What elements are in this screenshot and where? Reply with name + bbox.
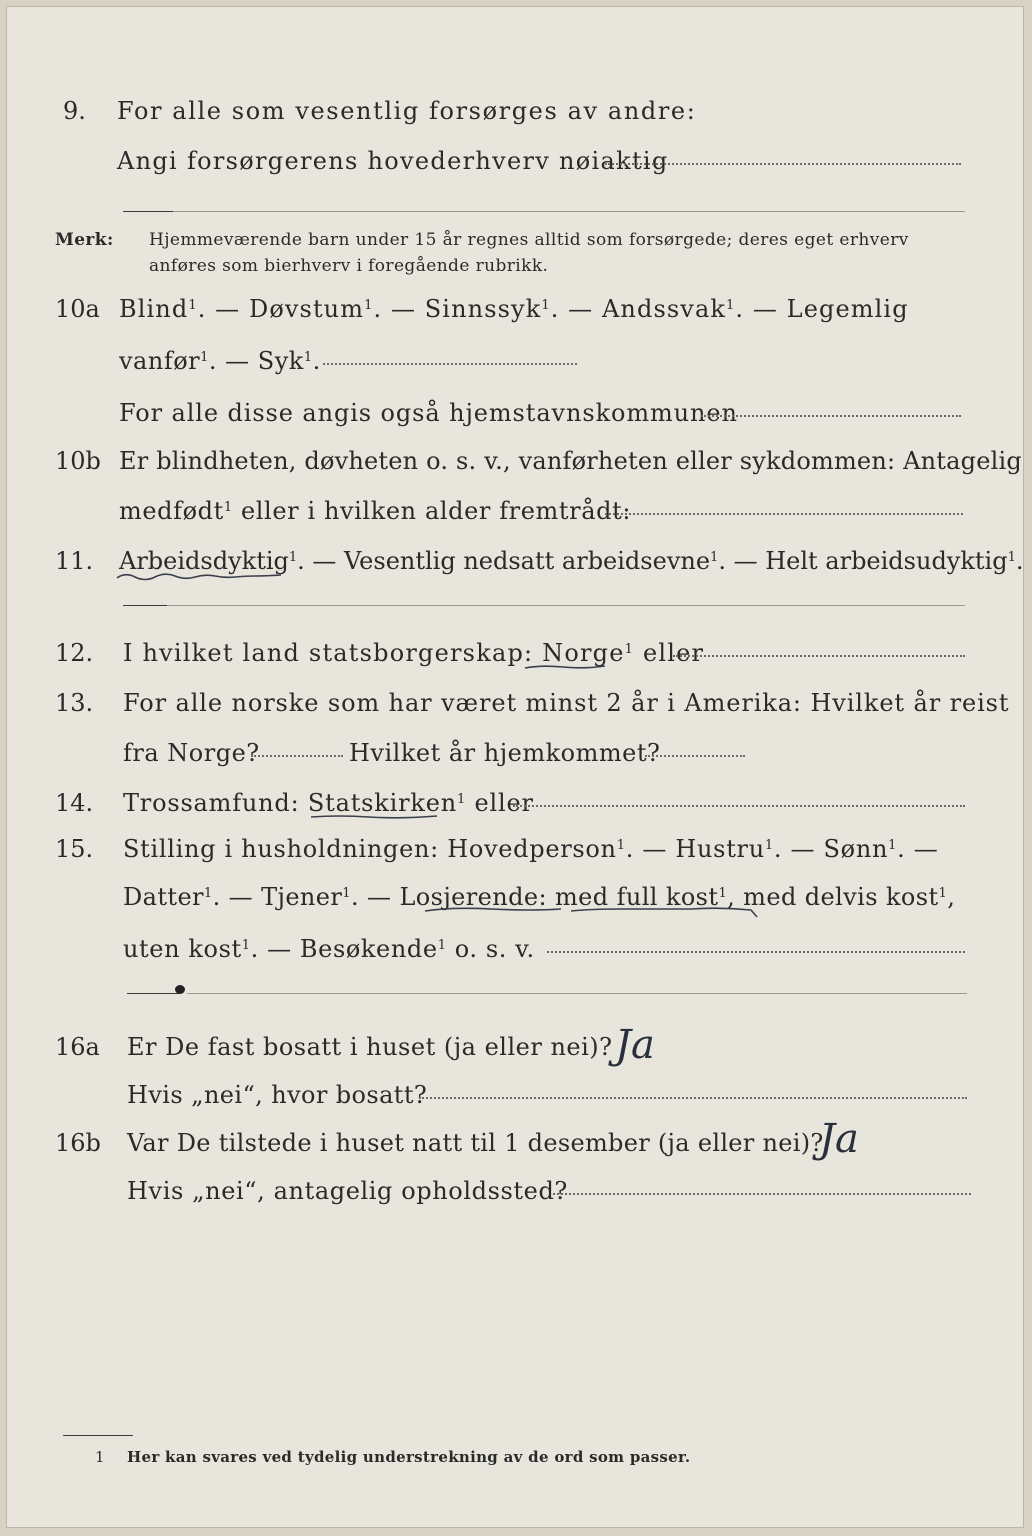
ink-blot	[175, 985, 185, 994]
q11-option-arbeidsdyktig: Arbeidsdyktig	[119, 547, 289, 575]
census-form-page	[6, 6, 1024, 1528]
q9-blank-stroke	[123, 211, 173, 212]
q10a-answer-line-2	[701, 415, 961, 417]
footnote-rule	[63, 1435, 133, 1436]
q11-number: 11.	[55, 547, 94, 575]
q16a-handwritten-answer: Ja	[615, 1022, 655, 1068]
q15-number: 15.	[55, 835, 94, 863]
q13-answer-line-reist	[251, 755, 343, 757]
q14-handwritten-underline	[309, 811, 439, 823]
q16a-answer-line	[419, 1097, 967, 1099]
merk-line2: anføres som bierhverv i foregående rubrikk.	[149, 256, 549, 276]
q14-number: 14.	[55, 789, 94, 817]
q16a-line2: Hvis „nei“, hvor bosatt?	[127, 1081, 428, 1109]
q14-line: Trossamfund: Statskirken$^1$ eller	[123, 789, 534, 817]
q10b-line1: Er blindheten, døvheten o. s. v., vanførheten eller sykdommen: Antagelig	[119, 447, 1022, 475]
q12-line: I hvilket land statsborgerskap: Norge$^1$ eller	[123, 639, 705, 667]
q14-answer-line	[513, 805, 965, 807]
q16b-number: 16b	[55, 1129, 101, 1157]
q11-handwritten-underline	[115, 569, 285, 583]
q9-answer-line	[605, 163, 961, 165]
q15-option-full-kost: med full kost	[555, 883, 719, 911]
q9-line2: Angi forsørgerens hovederhverv nøiaktig	[117, 147, 669, 175]
q12-handwritten-underline	[523, 661, 607, 673]
q11-blank-stroke	[123, 605, 167, 606]
q10a-line3: For alle disse angis også hjemstavnskommunen	[119, 399, 738, 427]
q14-option-statskirken: Statskirken	[307, 789, 457, 817]
q16b-handwritten-answer: Ja	[819, 1116, 859, 1162]
q15-option-losjerende: Losjerende:	[399, 883, 547, 911]
q16a-number: 16a	[55, 1033, 100, 1061]
q15-line1: Stilling i husholdningen: Hovedperson$^1$. — Hustru$^1$. — Sønn$^1$. —	[123, 835, 939, 863]
q16b-line2: Hvis „nei“, antagelig opholdssted?	[127, 1177, 568, 1205]
q10b-answer-line	[605, 513, 963, 515]
q16a-line1: Er De fast bosatt i huset (ja eller nei)?	[127, 1033, 613, 1061]
q15-blank-stroke	[127, 993, 179, 994]
q12-answer-line	[673, 655, 965, 657]
q11-answer-line	[167, 605, 965, 606]
q10a-line1: Blind$^1$. — Døvstum$^1$. — Sinnssyk$^1$. — Andssvak$^1$. — Legemlig	[119, 295, 909, 323]
q10a-line2: vanfør$^1$. — Syk$^1$.	[119, 347, 321, 375]
q10a-number: 10a	[55, 295, 100, 323]
merk-label: Merk:	[55, 230, 114, 250]
footnote-text: Her kan svares ved tydelig understrekning av de ord som passer.	[127, 1448, 691, 1466]
q15-line2: Datter$^1$. — Tjener$^1$. — Losjerende: med full kost$^1$, med delvis kost$^1$,	[123, 883, 956, 911]
q10b-line2: medfødt$^1$ eller i hvilken alder fremtrådt:	[119, 497, 632, 525]
q10a-answer-line	[323, 363, 577, 365]
q12-option-norge: Norge	[542, 639, 625, 667]
q13-answer-line-hjem	[645, 755, 745, 757]
q9-answer-line-2	[173, 211, 965, 212]
footnote-mark: 1	[95, 1448, 105, 1466]
q15-answer-line-2	[187, 993, 967, 994]
q13-line2-a: fra Norge?	[123, 739, 260, 767]
q9-number: 9.	[63, 97, 86, 125]
q13-line1: For alle norske som har været minst 2 år i Amerika: Hvilket år reist	[123, 689, 1010, 717]
q9-line1: For alle som vesentlig forsørges av andre:	[117, 97, 697, 125]
q11-line: Arbeidsdyktig$^1$. — Vesentlig nedsatt arbeidsevne$^1$. — Helt arbeidsudyktig$^1$.	[119, 547, 1024, 575]
q13-line2-b: Hvilket år hjemkommet?	[349, 739, 661, 767]
q12-number: 12.	[55, 639, 94, 667]
q15-handwritten-underline	[421, 903, 767, 923]
q15-answer-line	[547, 951, 965, 953]
q10b-number: 10b	[55, 447, 101, 475]
q15-line3: uten kost$^1$. — Besøkende$^1$ o. s. v.	[123, 935, 535, 963]
merk-line1: Hjemmeværende barn under 15 år regnes alltid som forsørgede; deres eget erhverv	[149, 230, 909, 250]
q13-number: 13.	[55, 689, 94, 717]
q16b-line1: Var De tilstede i huset natt til 1 desember (ja eller nei)?	[127, 1129, 824, 1157]
q16b-answer-line	[553, 1193, 971, 1195]
